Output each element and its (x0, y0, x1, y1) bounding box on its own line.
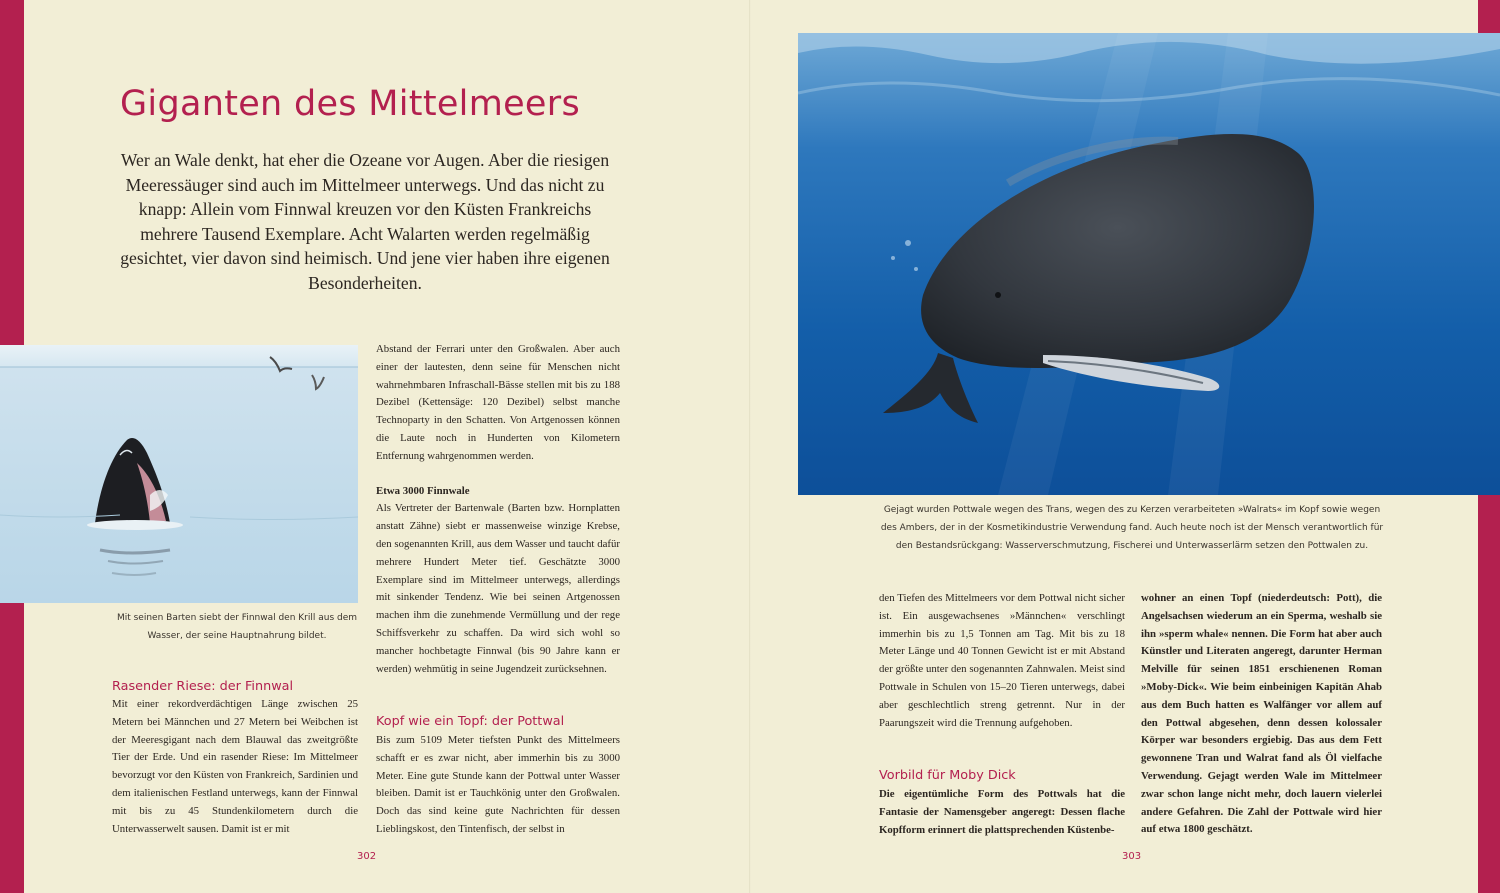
pottwal-caption: Gejagt wurden Pottwale wegen des Trans, wegen des zu Kerzen verarbeiteten »Walrats« im Kopf sowie wegen des Ambers, der in der Kosmetikindustrie Verwendung fand. Auch heute noch ist der Mensch verantwortlich für den Bestandsrückgang: Wasserverschmutzung, Fischerei und Unterwasserlärm setzen den Pottwalen zu. (880, 505, 1384, 551)
col2-paragraph-c: Bis zum 5109 Meter tiefsten Punkt des Mittelmeers schafft er es zwar nicht, aber immerhin bis zu 3000 Meter. Eine gute Stunde kann der Pottwal unter Wasser bleiben. Damit ist er Tauchkönig unter den Großwalen. Doch das sind keine gute Nachrichten für dessen Lieblingskost, den Tintenfisch, der selbst in (376, 734, 620, 835)
pottwal-photo (798, 33, 1500, 495)
heading-finnwal: Rasender Riese: der Finnwal (112, 679, 294, 694)
column-1 (112, 696, 358, 838)
col1-paragraph: Mit einer rekordverdächtigen Länge zwischen 25 Metern bei Männchen und 27 Metern bei Weibchen ist der Meeresgigant nach dem Blauwal das zweitgrößte Tier der Erde. Und ein rasender Riese: Im Mittelmeer bevorzugt vor den Küsten von Frankreich, Sardinien und dem italienischen Festland unterwegs, kann der Finnwal mit bis zu 45 Stundenkilometern durch die Unterwasserwelt sausen. Damit ist er mit (112, 698, 358, 835)
column-2 (376, 341, 620, 678)
column-4 (1141, 590, 1382, 839)
page-number-right: 303 (1122, 851, 1142, 862)
column-3-lower (879, 786, 1125, 839)
page-number-left: 302 (357, 851, 377, 862)
heading-pottwal: Kopf wie ein Topf: der Pottwal (376, 714, 565, 729)
finnwal-caption: Mit seinen Barten siebt der Finnwal den Krill aus dem Wasser, der seine Hauptnahrung bildet. (116, 613, 358, 641)
col3-paragraph-b: Die eigentümliche Form des Pottwals hat die Fantasie der Namensgeber angeregt: Dessen flache Kopfform erinnert die plattsprechenden Küstenbe- (879, 788, 1125, 836)
column-3 (879, 590, 1125, 732)
col2-paragraph: Abstand der Ferrari unter den Großwalen. Aber auch einer der lautesten, denn seine für Menschen nicht wahrnehmbaren Infraschall-Bässe stellen mit bis zu 188 Dezibel (Kettensäge: 120 Dezibel) selbst manche Technoparty in den Schatten. Von Artgenossen können die Laute noch in Hunderten von Kilometern Entfernung wahrgenommen werden. (376, 343, 620, 462)
column-2-lower (376, 732, 620, 839)
intro-paragraph: Wer an Wale denkt, hat eher die Ozeane vor Augen. Aber die riesigen Meeressäuger sind auch im Mittelmeer unterwegs. Und das nicht zu knapp: Allein vom Finnwal kreuzen vor den Küsten Frankreichs mehrere Tausend Exemplare. Acht Walarten werden regelmäßig gesichtet, vier davon sind heimisch. Und jene vier haben ihre eigenen Besonderheiten. (120, 150, 610, 293)
col3-paragraph: den Tiefen des Mittelmeers vor dem Pottwal nicht sicher ist. Ein ausgewachsenes »Männchen« verschlingt immerhin bis zu 1,5 Tonnen am Tag. Mit bis zu 18 Meter Länge und 40 Tonnen Gewicht ist er mit Abstand der größte unter den sogenannten Zahnwalen. Meist sind Pottwale in Schulen von 15–20 Tieren unterwegs, dabei aber geschlechtlich streng getrennt. Nur in der Paarungszeit wird die Trennung aufgehoben. (879, 592, 1125, 729)
col2-paragraph-b: Als Vertreter der Bartenwale (Barten bzw. Hornplatten anstatt Zähne) siebt er massenweise winzige Krebse, den sogenannten Krill, aus dem Wasser und taucht dafür mehrere Hundert Meter tief. Geschätzte 3000 Exemplare sind im Mittelmeer unterwegs, allerdings mit sinkender Tendenz. Wie bei seinen Artgenossen machen ihm die zunehmende Vermüllung und der rege Schiffsverkehr zu schaffen. Da wird sich wohl so mancher hochbetagte Finnwal (bis 90 Jahre kann er werden) wehmütig in seine Jugendzeit zurücksehnen. (376, 502, 620, 675)
col4-paragraph: wohner an einen Topf (niederdeutsch: Pott), die Angelsachsen wiederum an ein Sperma, weshalb sie ihn »sperm whale« nennen. Die Form hat aber auch Künstler und Literaten angeregt, darunter Herman Melville für seinen 1851 erschienenen Roman »Moby-Dick«. Wie beim einbeinigen Kapitän Ahab aus dem Buch hatten es Walfänger vor allem auf den Pottwal abgesehen, denn dessen kolossaler Körper war besonders ergiebig. Das aus dem Fett gewonnene Tran und Walrat fand als Öl vielfache Verwendung. Gejagt werden Wale im Mittelmeer zwar schon lange nicht mehr, doch lauern vielerlei andere Gefahren. Die Zahl der Pottwale wird hier auf etwa 1800 geschätzt. (1141, 592, 1382, 836)
finnwal-photo (0, 345, 358, 603)
heading-moby-dick: Vorbild für Moby Dick (879, 768, 1016, 783)
subheading-3000-finnwale: Etwa 3000 Finnwale (376, 484, 470, 497)
gutter (749, 0, 751, 893)
page-title: Giganten des Mittelmeers (120, 84, 580, 124)
